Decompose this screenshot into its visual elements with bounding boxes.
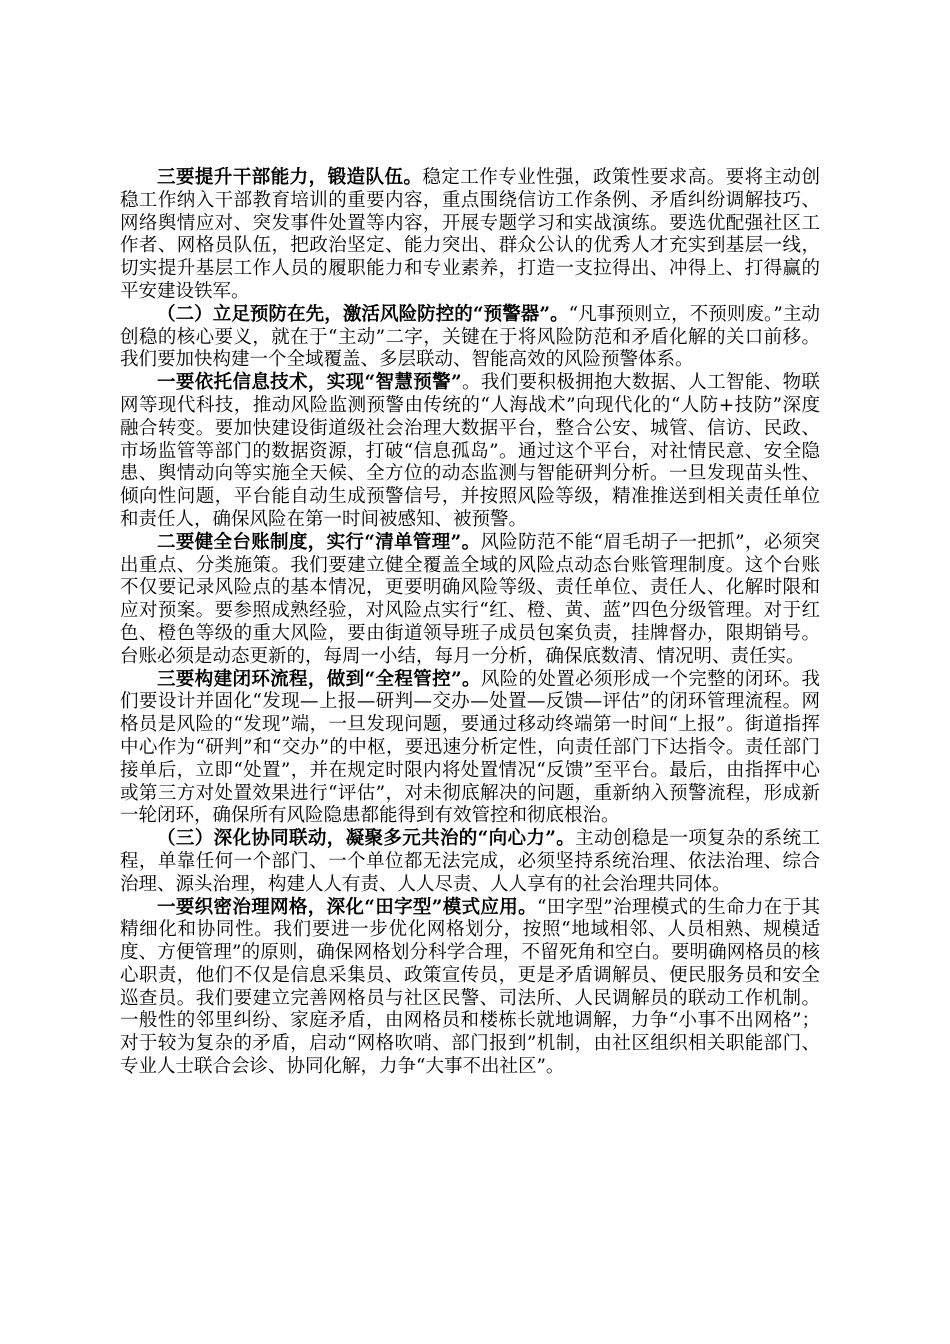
paragraph-text: 风险的处置必须形成一个完整的闭环。我们要设计并固化“发现—上报—研判—交办—处置—反馈—评估”的闭环管理流程。网格员是风险的“发现”端，一旦发现问题，要通过移动终端第一时间“上报”。街道指挥中心作为“研判”和“交办”的中枢，要迅速分析定性，向责任部门下达指令。责任部门接单后，立即“处置”，并在规定时限内将处置情况“反馈”至平台。最后，由指挥中心或第三方对处置效果进行“评估”，对未彻底解决的问题，重新纳入预警流程，形成新一轮闭环，确保所有风险隐患都能得到有效管控和彻底根治。	[120, 668, 820, 827]
paragraph-ledger-system	[120, 532, 820, 669]
paragraph-heading: 三要提升干部能力，锻造队伍。	[157, 167, 423, 188]
paragraph-text: 稳定工作专业性强，政策性要求高。要将主动创稳工作纳入干部教育培训的重要内容，重点围绕信访工作条例、矛盾纠纷调解技巧、网络舆情应对、突发事件处置等内容，开展专题学习和实战演练。要选优配强社区工作者、网格员队伍，把政治坚定、能力突出、群众公认的优秀人才充实到基层一线，切实提升基层工作人员的履职能力和专业素养，打造一支拉得出、冲得上、打得赢的平安建设铁军。	[120, 167, 820, 302]
paragraph-text: 风险防范不能“眉毛胡子一把抓”，必须突出重点、分类施策。我们要建立健全覆盖全域的风险点动态台账管理制度。这个台账不仅要记录风险点的基本情况，更要明确风险等级、责任单位、责任人、化解时限和应对预案。要参照成熟经验，对风险点实行“红、橙、黄、蓝”四色分级管理。对于红色、橙色等级的重大风险，要由街道领导班子成员包案负责，挂牌督办，限期销号。台账必须是动态更新的，每周一小结，每月一分析，确保底数清、情况明、责任实。	[120, 531, 820, 667]
paragraph-heading: 二要健全台账制度，实行“清单管理”。	[157, 531, 481, 553]
section-heading: （二）立足预防在先，激活风险防控的“预警器”。	[157, 303, 569, 325]
paragraph-heading: 一要依托信息技术，实现“智慧预警”	[157, 372, 462, 394]
paragraph-heading: 一要织密治理网格，深化“田字型”模式应用。	[157, 896, 537, 918]
paragraph-heading: 三要构建闭环流程，做到“全程管控”。	[157, 668, 481, 690]
paragraph-prevention-first	[120, 304, 820, 372]
paragraph-text: 主动创稳是一项复杂的系统工程，单靠任何一个部门、一个单位都无法完成，必须坚持系统治理、依法治理、综合治理、源头治理，构建人人有责、人人尽责、人人享有的社会治理共同体。	[120, 828, 820, 895]
paragraph-grid-governance	[120, 897, 820, 1079]
paragraph-text: “凡事预则立，不预则废。”主动创稳的核心要义，就在于“主动”二字，关键在于将风险防范和矛盾化解的关口前移。我们要加快构建一个全域覆盖、多层联动、智能高效的风险预警体系。	[120, 303, 820, 371]
document-body	[120, 167, 820, 1079]
paragraph-collaboration	[120, 828, 820, 896]
section-heading: （三）深化协同联动，凝聚多元共治的“向心力”。	[157, 828, 576, 850]
paragraph-smart-warning	[120, 372, 820, 532]
paragraph-cadre-capability	[120, 167, 820, 304]
paragraph-closed-loop	[120, 669, 820, 829]
paragraph-text: “田字型”治理模式的生命力在于其精细化和协同性。我们要进一步优化网格划分，按照“地域相邻、人员相熟、规模适度、方便管理”的原则，确保网格划分科学合理，不留死角和空白。要明确网格员的核心职责，他们不仅是信息采集员、政策宣传员，更是矛盾调解员、便民服务员和安全巡查员。我们要建立完善网格员与社区民警、司法所、人民调解员的联动工作机制。一般性的邻里纠纷、家庭矛盾，由网格员和楼栋长就地调解，力争“小事不出网格”；对于较为复杂的矛盾，启动“网格吹哨、部门报到”机制，由社区组织相关职能部门、专业人士联合会诊、协同化解，力争“大事不出社区”。	[120, 896, 820, 1078]
paragraph-text: 。我们要积极拥抱大数据、人工智能、物联网等现代科技，推动风险监测预警由传统的“人海战术”向现代化的“人防+技防”深度融合转变。要加快建设街道级社会治理大数据平台，整合公安、城管、信访、民政、市场监管等部门的数据资源，打破“信息孤岛”。通过这个平台，对社情民意、安全隐患、舆情动向等实施全天候、全方位的动态监测与智能研判分析。一旦发现苗头性、倾向性问题，平台能自动生成预警信号，并按照风险等级，精准推送到相关责任单位和责任人，确保风险在第一时间被感知、被预警。	[120, 372, 820, 530]
